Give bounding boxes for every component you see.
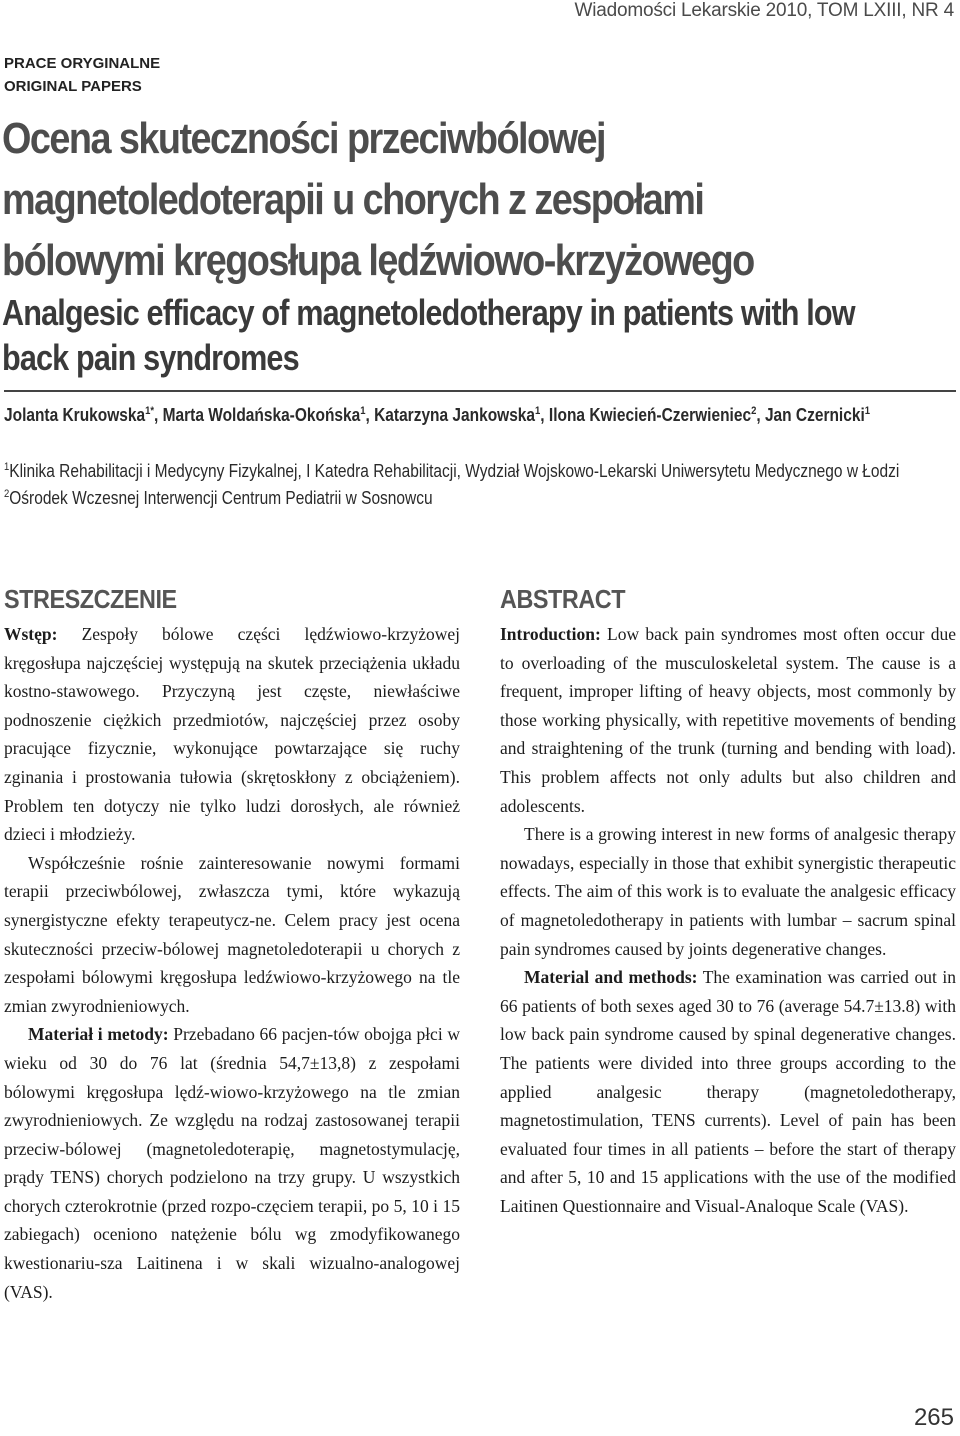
author-name: Katarzyna Jankowska xyxy=(374,405,536,425)
author-separator: , xyxy=(540,405,549,425)
header-divider xyxy=(4,390,956,392)
author-name: Ilona Kwiecień-Czerwieniec xyxy=(548,405,752,425)
author-affiliation-mark: 2 xyxy=(751,405,757,417)
paragraph-lead: Wstęp: xyxy=(4,624,58,644)
page-number: 265 xyxy=(913,1404,954,1431)
abstract-english-heading: ABSTRACT xyxy=(500,584,626,614)
abstract-polish-paragraph xyxy=(4,1020,460,1306)
abstract-english-column xyxy=(500,584,956,1220)
section-label-en: ORIGINAL PAPERS xyxy=(4,78,142,95)
author-list xyxy=(4,402,950,429)
abstract-polish-column xyxy=(4,584,460,1306)
page-title-polish: Ocena skuteczności przeciwbólowej magnetoledoterapii u chorych z zespołami bólowymi kręgosłupa lędźwiowo-krzyżowego xyxy=(2,114,754,285)
affiliation-text: Ośrodek Wczesnej Interwencji Centrum Pediatrii w Sosnowcu xyxy=(9,488,433,508)
author-affiliation-mark: 1 xyxy=(864,405,871,417)
abstract-polish-paragraph xyxy=(4,620,460,849)
paragraph-text: Low back pain syndromes most often occur due to overloading of the musculoskeletal system. The cause is a frequent, improper lifting of heavy objects, most commonly by those working physically, with repetitive movements of bending and straightening of the trunk (turning and bending with load). This problem affects not only adults but also children and adolescents. xyxy=(500,624,956,816)
author-name: Marta Woldańska-Okońska xyxy=(162,405,361,425)
paragraph-text: Zespoły bólowe części lędźwiowo-krzyżowej kręgosłupa najczęściej występują na skutek przeciążenia układu kostno-stawowego. Przyczyną jest częste, niewłaściwe podnoszenie ciężkich przedmiotów, najczęściej przez osoby pracujące fizycznie, wykonujące powtarzające się ruchy zginania i prostowania tułowia (skrętoskłony z obciążeniem). Problem ten dotyczy nie tylko ludzi dorosłych, ale również dzieci i młodzieży. xyxy=(4,624,460,845)
author-separator: , xyxy=(154,405,163,425)
abstract-polish-heading: STRESZCZENIE xyxy=(4,584,177,614)
affiliation-mark: 1 xyxy=(4,461,10,473)
author-name: Jolanta Krukowska xyxy=(4,405,146,425)
author-separator: , xyxy=(365,405,375,425)
abstract-english-paragraph xyxy=(500,620,956,820)
section-label xyxy=(4,52,160,98)
paragraph-text: Przebadano 66 pacjen-tów obojga płci w wieku od 30 do 76 lat (średnia 54,7±13,8) z zespołami bólowymi kręgosłupa lędź-wiowo-krzyżowego na tle zmian zwyrodnieniowych. Ze względu na rodzaj zastosowanej terapii przeciw-bólowej (magnetoledoterapię, magnetostymulację, prądy TENS) chorych podzielono na trzy grupy. U wszystkich chorych czterokrotnie (przed rozpo-częciem terapii, po 5, 10 i 15 zabiegach) oceniono natężenie bólu wg zmodyfikowanego kwestionariu-sza Laitinena i w skali wizualno-analogowej (VAS). xyxy=(4,1024,460,1302)
author-affiliation-mark: 1 xyxy=(535,405,541,417)
author-name: Jan Czernicki xyxy=(764,405,865,425)
journal-header: Wiadomości Lekarskie 2010, TOM LXIII, NR 4 xyxy=(574,0,954,21)
paragraph-lead: Materiał i metody: xyxy=(28,1024,169,1045)
author-affiliation-mark: 1* xyxy=(145,405,155,417)
paragraph-text: The examination was carried out in 66 patients of both sexes aged 30 to 76 (average 54.7±13.8) with low back pain syndrome caused by spinal degenerative changes. The patients were divided into three groups according to the applied analgesic therapy (magnetoledotherapy, magnetostimulation, TENS currents). Level of pain has been evaluated four times in all patients – before the start of therapy and after 5, 10 and 15 applications with the use of the modified Laitinen Questionnaire and Visual-Analoque Scale (VAS). xyxy=(500,967,956,1216)
section-label-pl: PRACE ORYGINALNE xyxy=(4,55,161,72)
abstract-english-paragraph: There is a growing interest in new forms of analgesic therapy nowadays, especially in those that exhibit synergistic therapeutic effects. The aim of this work is to evaluate the analgesic efficacy of magnetoledotherapy in patients with lumbar – sacrum spinal pain syndromes caused by joints degenerative changes. xyxy=(500,824,956,959)
author-affiliation-mark: 1 xyxy=(360,405,366,417)
affiliation-item xyxy=(4,458,950,485)
paragraph-lead: Material and methods: xyxy=(524,967,698,988)
affiliation-list xyxy=(4,458,950,512)
affiliation-mark: 2 xyxy=(4,488,10,500)
affiliation-item xyxy=(4,485,950,512)
affiliation-text: Klinika Rehabilitacji i Medycyny Fizykalnej, I Katedra Rehabilitacji, Wydział Wojskowo-Lekarski Uniwersytetu Medycznego w Łodzi xyxy=(9,461,900,481)
page-title-english: Analgesic efficacy of magnetoledotherapy in patients with low back pain syndromes xyxy=(2,292,855,378)
abstract-english-paragraph xyxy=(500,963,956,1220)
abstract-polish-paragraph: Współcześnie rośnie zainteresowanie nowymi formami terapii przeciwbólowej, zwłaszcza tymi, które wykazują synergistyczne efekty terapeutycz-ne. Celem pracy jest ocena skuteczności przeciw-bólowej magnetoledoterapii u chorych z zespołami bólowymi kręgosłupa ledźwiowo-krzyżowego na tle zmian zwyrodnieniowych. xyxy=(4,852,460,1016)
author-separator: , xyxy=(756,405,765,425)
paragraph-lead: Introduction: xyxy=(500,624,601,644)
